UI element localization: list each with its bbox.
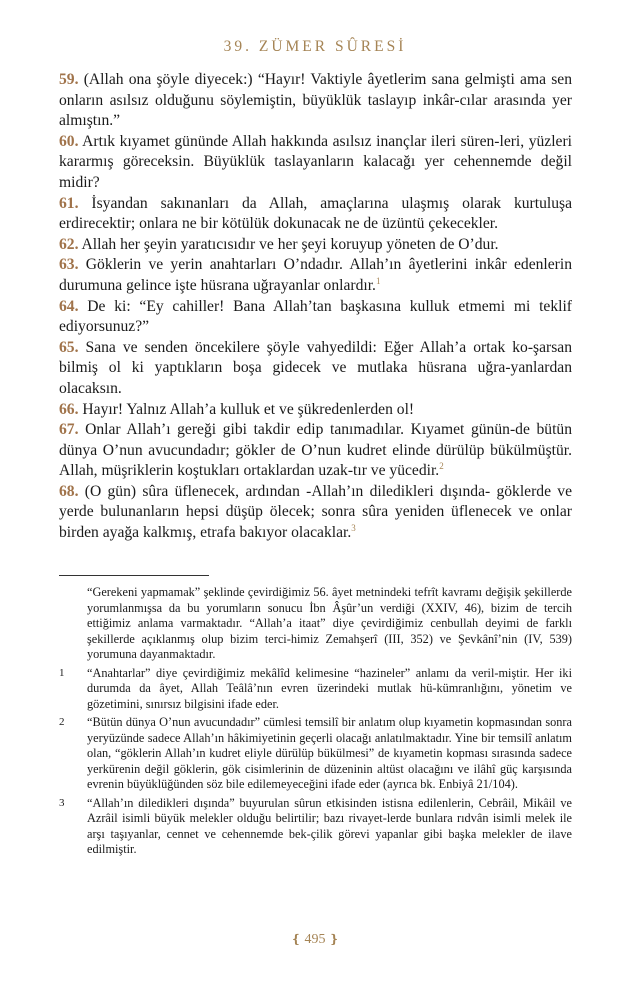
footnote-text: “Allah’ın diledikleri dışında” buyurulan sûrun etkisinden istisna edilenlerin, Cebrâil, Mikâil ve Azrâil isimli büyük melekler olduğu belirtilir; bazı rivayet-lerde bunlara rıdvân isimli melek ile arşı taşıyanlar, cennet ve cehennemde bek-çilik görevi yapanlar gibi başka melekler de ilave edilmiştir. bbox=[87, 795, 572, 856]
verse-number: 66. bbox=[59, 400, 79, 418]
verse-text: Hayır! Yalnız Allah’a kulluk et ve şükredenlerden ol! bbox=[82, 400, 415, 418]
verse-text: De ki: “Ey cahiller! Bana Allah’tan başkasına kulluk etmemi mi teklif ediyorsunuz?” bbox=[59, 297, 573, 336]
verse bbox=[59, 482, 572, 544]
verse bbox=[59, 132, 572, 194]
verse bbox=[59, 297, 572, 338]
verse-text: Artık kıyamet gününde Allah hakkında asılsız inançlar ileri süren-leri, yüzleri kararmış göreceksin. Büyüklük taslayanların kalacağı yer cehennemde değil midir? bbox=[59, 132, 572, 191]
footnote-marker: 1 bbox=[59, 666, 65, 679]
footnote-ref[interactable]: 2 bbox=[439, 461, 444, 472]
verse-text: Sana ve senden öncekilere şöyle vahyedildi: Eğer Allah’a ortak ko-şarsan bilmiş ol ki yaptıkların boşa gidecek ve mutlaka hüsrana uğra-yanlardan olacaksın. bbox=[59, 338, 572, 397]
verse bbox=[59, 400, 572, 421]
verse-number: 61. bbox=[59, 194, 79, 212]
verse-text: (Allah ona şöyle diyecek:) “Hayır! Vaktiyle âyetlerim sana gelmişti ama sen onların asılsız olduğunu söylemiştin, büyüklük taslayıp inkâr-cılar arasında yer almıştın.” bbox=[59, 71, 572, 130]
verse bbox=[59, 338, 572, 400]
footnote-ref[interactable]: 1 bbox=[375, 275, 381, 286]
verse bbox=[59, 70, 572, 132]
verse-number: 59. bbox=[59, 71, 79, 88]
footnote-marker: 3 bbox=[59, 796, 65, 809]
verse-text: (O gün) sûra üflenecek, ardından -Allah’ın diledikleri dışında- göklerde ve yerde bulunanların hepsi düşüp ölecek; sonra sûra yeniden üflenecek ve onlar birden ayağa kalkmış, etrafa bakıyor olacaklar. bbox=[59, 482, 572, 542]
verse-text: Allah her şeyin yaratıcısıdır ve her şeyi koruyup yöneten de O’dur. bbox=[81, 235, 499, 253]
footnote-marker bbox=[59, 585, 87, 663]
verse bbox=[59, 255, 572, 296]
surah-title: 39. ZÜMER SÛRESİ bbox=[223, 38, 407, 55]
verse-number: 62. bbox=[59, 235, 79, 253]
page-header bbox=[0, 38, 630, 56]
verse-number: 63. bbox=[59, 256, 79, 274]
footnote-text: “Bütün dünya O’nun avucundadır” cümlesi temsilî bir anlatım olup kıyametin kopmasından sonra yeryüzünde sadece Allah’ın hâkimiyetinin geçerli olacağı anlatılmaktadır. Yine bir temsilî anlatım olan, “göklerin Allah’ın kudret eliyle dürülüp bükülmesi” de kıyametin kopması sırasında sadece yerkürenin değil göklerin, gök cisimlerinin de düzeninin altüst olacağını ve ilâhî güç karşısında evrenin büyüklüğünden söz bile edilemeyeceğini ifade eder (ayrıca bk. Enbiyâ 21/104). bbox=[87, 715, 572, 791]
footnote-text: “Anahtarlar” diye çevirdiğimiz mekâlîd kelimesine “hazineler” anlamı da veril-miştir. Her iki durumda da âyet, Allah Teâlâ’nın evren üzerindeki mutlak hü-kümranlığını, yönetim ve gözetimini, sınırsız bilgisini ifade eder. bbox=[87, 665, 572, 711]
verse-number: 67. bbox=[59, 421, 79, 439]
verse-number: 65. bbox=[59, 338, 79, 356]
footnote bbox=[59, 585, 572, 663]
verse bbox=[59, 194, 572, 235]
right-ornament-icon: ❵ bbox=[329, 932, 340, 946]
footnote-ref[interactable]: 3 bbox=[351, 522, 356, 533]
page-number: 495 bbox=[304, 932, 326, 947]
verse-number: 60. bbox=[59, 132, 79, 150]
footnote bbox=[59, 666, 572, 713]
verse bbox=[59, 235, 572, 256]
footnote-divider bbox=[59, 575, 209, 576]
verse bbox=[59, 420, 572, 482]
verse-text: Göklerin ve yerin anahtarları O’ndadır. Allah’ın âyetlerini inkâr edenlerin durumuna gelince işte hüsrana uğrayanlar onlardır. bbox=[59, 256, 573, 294]
left-ornament-icon: ❴ bbox=[290, 932, 301, 946]
footnote-text: “Gerekeni yapmamak” şeklinde çevirdiğimiz 56. âyet metnindeki tefrît kavramı değişik şekillerde yorumlanmışsa da bu yorumların sonucu İbn Âşûr’un verdiği (XXIV, 46), bizim de tercih ettiğimiz anlama varmaktadır. “Allah’a itaat” diye çevirdiğimiz cenbullah deyimi de farklı şekillerde açıklanmış olup bizim terci-himiz Zemahşerî (III, 352) ve Şevkânî’nin (IV, 539) yorumuna dayanmaktadır. bbox=[87, 585, 572, 661]
verse-text: Onlar Allah’ı gereği gibi takdir edip tanımadılar. Kıyamet günün-de bütün dünya O’nun avucundadır; gökler de O’nun kudret elinde dürülüp bükülmüştür. Allah, müşriklerin koştukları ortaklardan uzak-tır ve yücedir. bbox=[59, 421, 572, 480]
footnote bbox=[59, 796, 572, 858]
footnote-marker: 2 bbox=[59, 716, 65, 728]
verse-text-block bbox=[59, 70, 572, 544]
verse-number: 64. bbox=[59, 297, 79, 315]
footnotes bbox=[59, 585, 572, 861]
verse-text: İsyandan sakınanları da Allah, amaçlarına ulaşmış olarak kurtuluşa erdirecektir; onlara ne bir kötülük dokunacak ne de üzüntü çekecekler. bbox=[59, 194, 572, 233]
page-number-block bbox=[0, 932, 630, 948]
verse-number: 68. bbox=[59, 482, 79, 500]
footnote bbox=[59, 715, 572, 793]
